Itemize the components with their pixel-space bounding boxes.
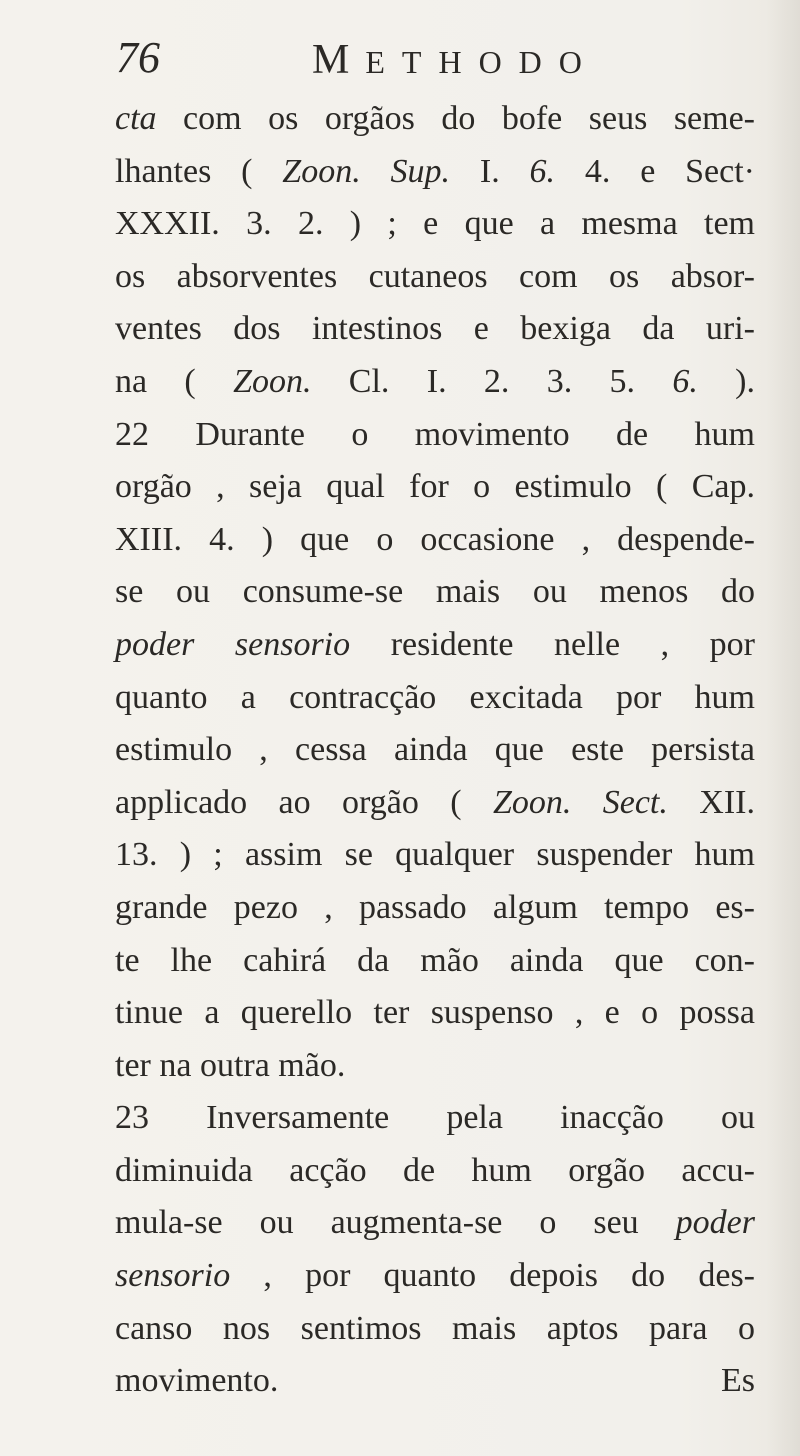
text-segment: os absorventes cutaneos com os absor- — [115, 257, 755, 295]
italic-text: Zoon. Sect. — [492, 783, 668, 821]
italic-text: cta — [115, 100, 157, 137]
text-segment: XXXII. 3. 2. ) ; e que a mesma tem — [115, 205, 755, 243]
text-segment: orgão , seja qual for o estimulo ( Cap. — [115, 468, 755, 506]
text-line — [115, 724, 755, 777]
italic-text: 6. — [529, 152, 556, 190]
text-segment: na ( — [115, 362, 234, 400]
text-line — [115, 198, 755, 251]
text-segment: te lhe cahirá da mão ainda que con- — [115, 941, 755, 979]
text-segment: 4. e Sect· — [555, 152, 755, 190]
text-segment: lhantes ( — [115, 152, 283, 190]
italic-text: Zoon. — [233, 362, 312, 400]
text-line — [115, 1355, 755, 1408]
text-line — [115, 935, 755, 988]
text-line — [115, 1040, 755, 1093]
text-segment: Cl. I. 2. 3. 5. — [311, 362, 673, 400]
text-segment: se ou consume-se mais ou menos do — [115, 573, 755, 611]
text-line — [115, 1303, 755, 1356]
text-line — [115, 1250, 755, 1303]
text-segment: com os orgãos do bofe seus seme- — [156, 100, 755, 137]
running-title-rest: ETHODO — [365, 44, 599, 80]
text-line — [115, 1145, 755, 1198]
text-segment: ventes dos intestinos e bexiga da uri- — [115, 310, 755, 348]
text-line — [115, 829, 755, 882]
text-line — [115, 882, 755, 935]
text-line — [115, 146, 755, 199]
running-title — [312, 34, 599, 88]
text-segment: canso nos sentimos mais aptos para o — [115, 1309, 755, 1347]
text-line — [115, 356, 755, 409]
page-number: 76 — [116, 33, 160, 82]
italic-text: poder — [675, 1204, 755, 1242]
text-segment: diminuida acção de hum orgão accu- — [115, 1151, 755, 1189]
page-edge-shadow — [766, 0, 800, 1456]
text-segment: quanto a contracção excitada por hum — [115, 678, 755, 716]
text-segment: XII. — [667, 783, 755, 821]
text-segment: XIII. 4. ) que o occasione , despende- — [115, 520, 755, 558]
text-line — [115, 1197, 755, 1250]
italic-text: Zoon. Sup. — [282, 152, 451, 190]
text-line — [115, 303, 755, 356]
text-line — [115, 566, 755, 619]
body-text — [115, 93, 755, 1408]
catchword: Es — [721, 1362, 755, 1400]
running-title-initial: M — [312, 37, 366, 83]
text-segment: estimulo , cessa ainda que este persista — [115, 731, 755, 769]
text-segment: grande pezo , passado algum tempo es- — [115, 888, 755, 926]
text-segment: 13. ) ; assim se qualquer suspender hum — [115, 836, 755, 874]
text-segment: I. — [450, 152, 530, 190]
text-segment: 23 Inversamente pela inacção ou — [115, 1099, 755, 1137]
text-line — [115, 461, 755, 514]
text-line — [115, 251, 755, 304]
text-segment: movimento. — [115, 1362, 279, 1400]
text-line — [115, 619, 755, 672]
page-header — [116, 30, 716, 90]
italic-text: sensorio — [115, 1257, 231, 1295]
text-segment: ter na outra mão. — [115, 1046, 346, 1084]
text-line — [115, 93, 755, 146]
text-segment: ). — [697, 362, 756, 400]
text-segment: tinue a querello ter suspenso , e o possa — [115, 994, 755, 1032]
text-segment: 22 Durante o movimento de hum — [115, 415, 755, 453]
text-line — [115, 777, 755, 830]
text-segment: residente nelle , por — [350, 625, 755, 663]
text-segment: mula-se ou augmenta-se o seu — [115, 1204, 676, 1242]
italic-text: poder sensorio — [115, 625, 351, 663]
text-line — [115, 514, 755, 567]
italic-text: 6. — [672, 362, 698, 400]
text-segment: applicado ao orgão ( — [115, 783, 493, 821]
text-line — [115, 672, 755, 725]
text-line — [115, 409, 755, 462]
text-line — [115, 1092, 755, 1145]
text-segment: , por quanto depois do des- — [230, 1257, 755, 1295]
text-line — [115, 987, 755, 1040]
